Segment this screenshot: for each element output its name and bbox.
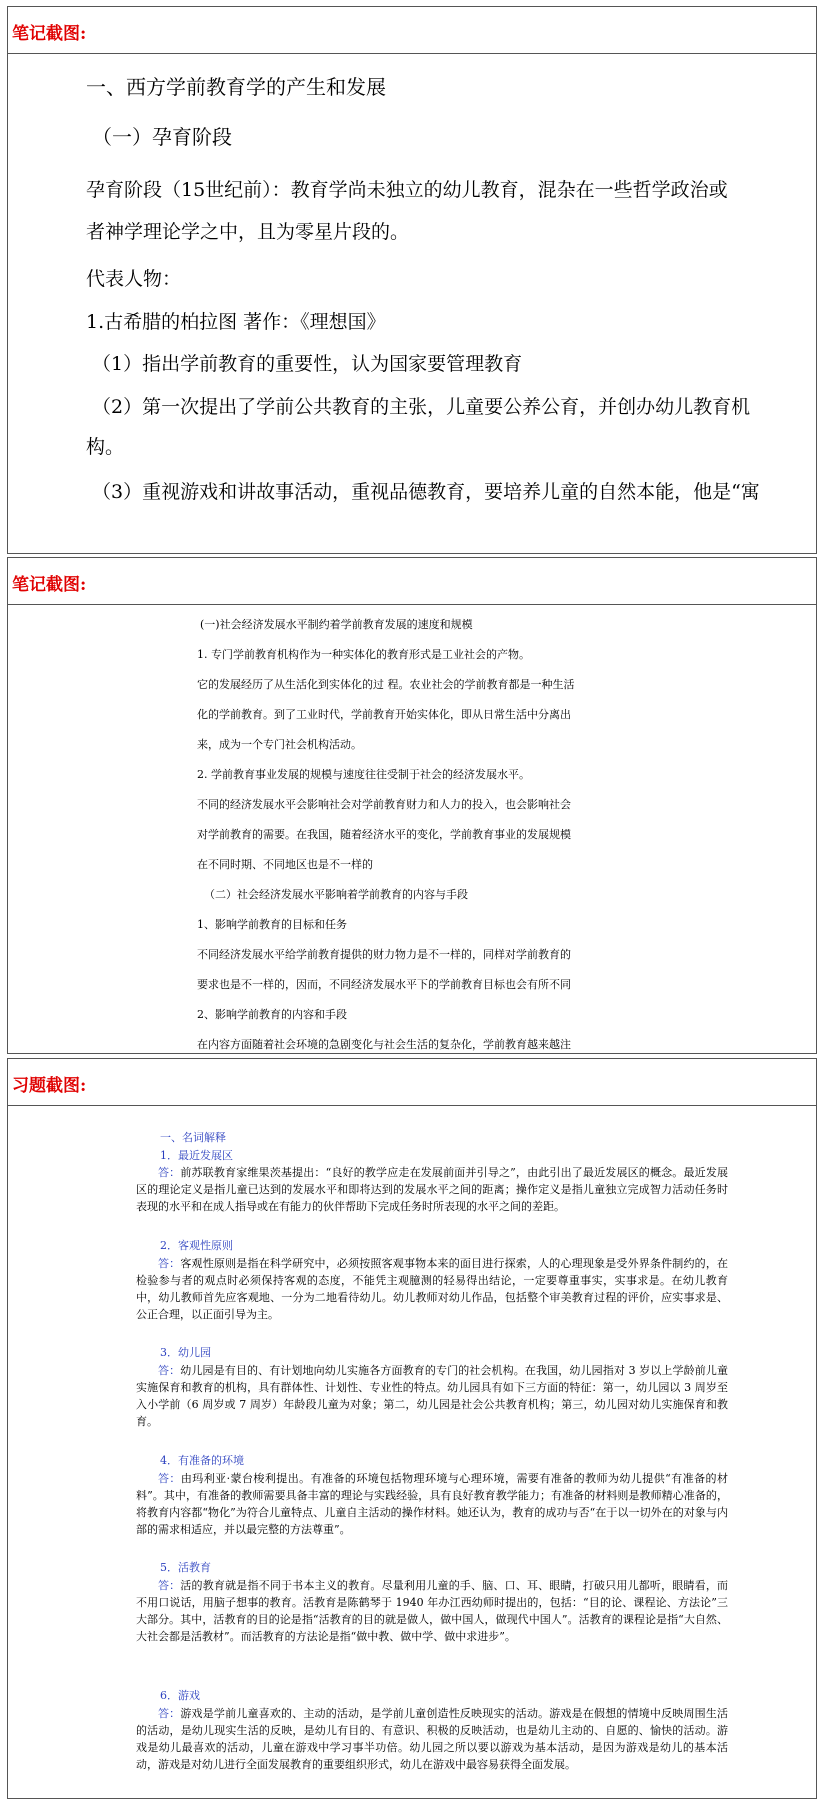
notes1-line: 代表人物： [86,268,182,290]
notes1-line: （3）重视游戏和讲故事活动，重视品德教育，要培养儿童的自然本能，他是“寓 [92,481,760,503]
notes1-line: （2）第一次提出了学前公共教育的主张，儿童要公养公育，并创办幼儿教育机 [92,396,751,418]
term-answer [136,1255,728,1323]
notes2-line: 不同的经济发展水平会影响社会对学前教育财力和人力的投入，也会影响社会 [197,798,571,811]
answer-label: 答： [158,1579,181,1592]
notes2-line: 2. 学前教育事业发展的规模与速度往往受制于社会的经济发展水平。 [197,768,530,781]
term-answer [136,1705,728,1773]
term-answer [136,1577,728,1645]
term-answer [136,1164,728,1215]
term-answer [136,1362,728,1430]
answer-label: 答： [158,1166,181,1179]
notes-header-label: 笔记截图: [12,24,87,44]
notes2-line: 1. 专门学前教育机构作为一种实体化的教育形式是工业社会的产物。 [197,648,530,661]
exercise-screenshot [7,1058,817,1799]
notes2-line: 它的发展经历了从生活化到实体化的过 程。农业社会的学前教育都是一种生活 [197,678,575,691]
notes-header-2 [8,558,816,605]
exercise-header [8,1059,816,1106]
answer-text: 前苏联教育家维果茨基提出：“良好的教学应走在发展前面并引导之”，由此引出了最近发展区的概念。最近发展区的理论定义是指儿童已达到的发展水平和即将达到的发展水平之间的距离；操作定义是指儿童独立完成智力活动任务时表现的水平和在成人指导或在有能力的伙伴帮助下完成任务时所表现的水平之间的差距。 [136,1166,728,1213]
answer-label: 答： [158,1257,181,1270]
notes-screenshot-1 [7,6,817,554]
notes1-line: 1.古希腊的柏拉图 著作：《理想国》 [86,311,386,333]
term-title: 3．幼儿园 [160,1346,211,1359]
answer-text: 由玛利亚·蒙台梭利提出。有准备的环境包括物理环境与心理环境，需要有准备的教师为幼儿提供“有准备的材料”。其中，有准备的教师需要具备丰富的理论与实践经验，具有良好教育教学能力；有准备的材料则是教师精心准备的，将教育内容都“物化”为符合儿童特点、儿童自主活动的操作材料。她还认为，教育的成功与否“在于以一切外在的对象与内部的需求相适应，并以最完整的方法尊重”。 [136,1472,728,1536]
exercise-section-title: 一、名词解释 [160,1131,226,1144]
term-title: 4．有准备的环境 [160,1454,244,1467]
term-title: 1．最近发展区 [160,1149,233,1162]
term-title: 6．游戏 [160,1689,200,1702]
notes2-line: 对学前教育的需要。在我国，随着经济水平的变化，学前教育事业的发展规模 [197,828,571,841]
notes1-line: （1）指出学前教育的重要性，认为国家要管理教育 [92,353,523,375]
notes2-line: 2、影响学前教育的内容和手段 [197,1008,347,1021]
answer-label: 答： [158,1707,181,1720]
answer-text: 游戏是学前儿童喜欢的、主动的活动，是学前儿童创造性反映现实的活动。游戏是在假想的情境中反映周围生活的活动，是幼儿现实生活的反映，是幼儿有目的、有意识、积极的反映活动，也是幼儿主动的、自愿的、愉快的活动。游戏是幼儿最喜欢的活动，儿童在游戏中学习事半功倍。幼儿园之所以要以游戏为基本活动，是因为游戏是幼儿的基本活动，游戏是对幼儿进行全面发展教育的重要组织形式，幼儿在游戏中最容易获得全面发展。 [136,1707,729,1771]
notes1-heading: 一、西方学前教育学的产生和发展 [86,75,386,99]
notes2-line: （二）社会经济发展水平影响着学前教育的内容与手段 [204,888,468,901]
notes2-line: 来，成为一个专门社会机构活动。 [197,738,362,751]
notes2-line: 1、影响学前教育的目标和任务 [197,918,347,931]
notes1-line: 构。 [86,436,125,458]
answer-label: 答： [158,1472,181,1485]
notes2-line: (一)社会经济发展水平制约着学前教育发展的速度和规模 [200,618,473,631]
exercise-header-label: 习题截图: [12,1076,87,1096]
answer-text: 客观性原则是指在科学研究中，必须按照客观事物本来的面目进行探索，人的心理现象是受外界条件制约的，在检验参与者的观点时必须保持客观的态度，不能凭主观臆测的轻易得出结论，一定要尊重事实，实事求是。在幼儿教育中，幼儿教师首先应客观地、一分为二地看待幼儿。幼儿教师对幼儿作品，包括整个审美教育过程的评价，应实事求是、公正合理，以正面引导为主。 [136,1257,729,1321]
answer-text: 活的教育就是指不同于书本主义的教育。尽量利用儿童的手、脑、口、耳、眼睛，打破只用儿都听，眼睛看，而不用口说话，用脑子想事的教育。活教育是陈鹤琴于 1940 年办江西幼师时提出的，包括：“目的论、课程论、方法论”三大部分。其中，活教育的目的论是指“活教育的目的就是做人，做中国人，做现代中国人”。活教育的课程论是指“大自然、大社会都是活教材”。而活教育的方法论是指“做中教、做中学、做中求进步”。 [136,1579,729,1643]
answer-label: 答： [158,1364,181,1377]
notes2-line: 不同经济发展水平给学前教育提供的财力物力是不一样的，同样对学前教育的 [197,948,571,961]
notes1-line: 孕育阶段（15世纪前）：教育学尚未独立的幼儿教育，混杂在一些哲学政治或 [86,179,728,201]
notes-screenshot-2 [7,557,817,1054]
notes-header-1 [8,7,816,54]
notes2-line: 在不同时期、不同地区也是不一样的 [197,858,373,871]
answer-text: 幼儿园是有目的、有计划地向幼儿实施各方面教育的专门的社会机构。在我国，幼儿园指对 3 岁以上学龄前儿童实施保育和教育的机构，具有群体性、计划性、专业性的特点。幼儿园具有如下三方面的特征：第一，幼儿园以 3 周岁至入小学前（6 周岁或 7 周岁）年龄段儿童为对象；第二，幼儿园是社会公共教育机构；第三，幼儿园对幼儿实施保育和教育。 [136,1364,729,1428]
term-answer [136,1470,728,1538]
term-title: 2．客观性原则 [160,1239,233,1252]
notes2-line: 要求也是不一样的，因而，不同经济发展水平下的学前教育目标也会有所不同 [197,978,571,991]
notes1-subheading: （一）孕育阶段 [92,125,232,149]
notes2-line: 在内容方面随着社会环境的急剧变化与社会生活的复杂化，学前教育越来越注 [197,1038,571,1051]
notes1-line: 者神学理论学之中，且为零星片段的。 [86,221,410,243]
notes-header-label: 笔记截图: [12,575,87,595]
notes2-line: 化的学前教育。到了工业时代，学前教育开始实体化，即从日常生活中分离出 [197,708,571,721]
term-title: 5．活教育 [160,1561,211,1574]
